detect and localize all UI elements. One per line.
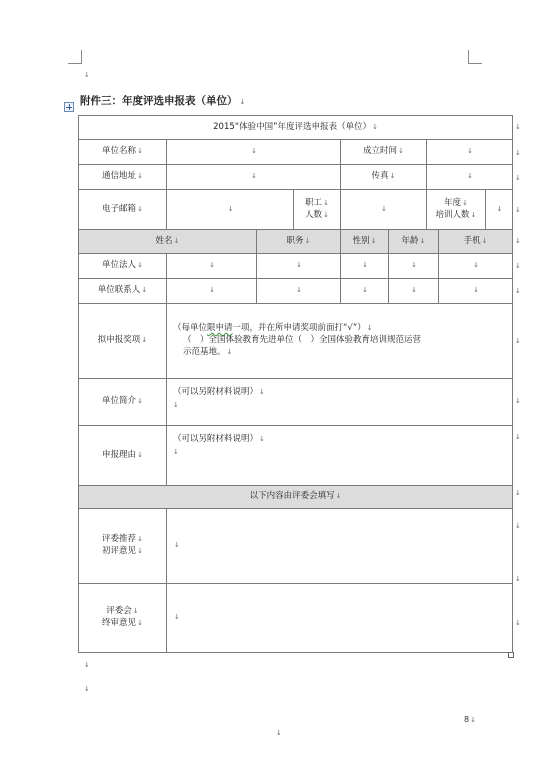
- row-end-mark: ↓: [515, 433, 521, 441]
- final-review-label: 评委会↓ 终审意见↓: [79, 584, 167, 653]
- training-count-field[interactable]: ↓: [486, 190, 513, 230]
- awards-label: 拟申报奖项↓: [79, 304, 167, 379]
- fax-label: 传真↓: [341, 165, 427, 190]
- table-row: [79, 140, 513, 165]
- row-end-mark: ↓: [515, 149, 521, 157]
- row-end-mark: ↓: [515, 522, 521, 530]
- document-heading: 附件三：年度评选申报表（单位） ↓: [80, 95, 246, 107]
- table-row: [79, 165, 513, 190]
- legal-rep-name-field[interactable]: ↓: [167, 254, 257, 279]
- row-end-mark: ↓: [515, 174, 521, 182]
- unit-name-label: 单位名称↓: [79, 140, 167, 165]
- table-row: [79, 426, 513, 486]
- row-end-mark: ↓: [515, 262, 521, 270]
- fax-field[interactable]: ↓: [427, 165, 513, 190]
- committee-header: 以下内容由评委会填写↓: [79, 486, 513, 509]
- page-number: 8↓: [464, 715, 476, 724]
- reason-field[interactable]: （可以另附材料说明）↓ ↓: [167, 426, 513, 486]
- row-end-mark: ↓: [515, 206, 521, 214]
- age-column-header: 年龄↓: [389, 230, 439, 254]
- table-resize-handle-icon[interactable]: [508, 652, 514, 658]
- unit-name-field[interactable]: ↓: [167, 140, 341, 165]
- paragraph-mark: ↓: [84, 661, 90, 669]
- email-label: 电子邮箱↓: [79, 190, 167, 230]
- unit-intro-field[interactable]: （可以另附材料说明）↓ ↓: [167, 379, 513, 426]
- phone-column-header: 手机↓: [439, 230, 513, 254]
- row-end-mark: ↓: [515, 237, 521, 245]
- first-review-field[interactable]: ↓: [167, 509, 513, 584]
- awards-options[interactable]: [167, 304, 513, 379]
- contact-phone-field[interactable]: ↓: [439, 279, 513, 304]
- row-end-mark: ↓: [515, 397, 521, 405]
- awards-note: （每单位限申请一项，并在所申请奖项前面打“√”）↓: [173, 323, 373, 334]
- unit-intro-label: 单位简介↓: [79, 379, 167, 426]
- table-row: [79, 190, 513, 230]
- row-end-mark: ↓: [515, 123, 521, 131]
- contact-gender-field[interactable]: ↓: [341, 279, 389, 304]
- address-label: 通信地址↓: [79, 165, 167, 190]
- contact-age-field[interactable]: ↓: [389, 279, 439, 304]
- table-row: [79, 509, 513, 584]
- name-column-header: 姓名↓: [79, 230, 257, 254]
- email-field[interactable]: ↓: [167, 190, 294, 230]
- table-row: [79, 254, 513, 279]
- application-form-table: [78, 115, 513, 653]
- address-field[interactable]: ↓: [167, 165, 341, 190]
- heading-text: 附件三：年度评选申报表（单位）: [80, 95, 238, 107]
- awards-options-line: 示范基地。↓: [183, 346, 233, 357]
- staff-count-field[interactable]: ↓: [341, 190, 427, 230]
- row-end-mark: ↓: [515, 337, 521, 345]
- contact-position-field[interactable]: ↓: [257, 279, 341, 304]
- page-corner-top-left: [68, 50, 82, 64]
- paragraph-mark: ↓: [276, 729, 282, 737]
- legal-rep-gender-field[interactable]: ↓: [341, 254, 389, 279]
- founded-field[interactable]: ↓: [427, 140, 513, 165]
- committee-header-row: [79, 486, 513, 509]
- gender-column-header: 性别↓: [341, 230, 389, 254]
- table-move-handle-icon[interactable]: [64, 102, 74, 112]
- founded-label: 成立时间↓: [341, 140, 427, 165]
- legal-rep-label: 单位法人↓: [79, 254, 167, 279]
- first-review-label: 评委推荐↓ 初评意见↓: [79, 509, 167, 584]
- table-title-row: [79, 116, 513, 140]
- row-end-mark: ↓: [515, 619, 521, 627]
- row-end-mark: ↓: [515, 287, 521, 295]
- people-header-row: [79, 230, 513, 254]
- table-row: [79, 584, 513, 653]
- reason-label: 申报理由↓: [79, 426, 167, 486]
- staff-count-label: 职工↓ 人数↓: [294, 190, 341, 230]
- training-count-label: 年度↓ 培训人数↓: [427, 190, 486, 230]
- position-column-header: 职务↓: [257, 230, 341, 254]
- row-end-mark: ↓: [515, 489, 521, 497]
- table-row: [79, 304, 513, 379]
- row-end-mark: ↓: [515, 575, 521, 583]
- table-row: [79, 279, 513, 304]
- paragraph-mark: ↓: [84, 71, 90, 79]
- legal-rep-phone-field[interactable]: ↓: [439, 254, 513, 279]
- paragraph-mark: ↓: [84, 685, 90, 693]
- legal-rep-age-field[interactable]: ↓: [389, 254, 439, 279]
- page-corner-top-right: [468, 50, 482, 64]
- awards-options-line: （ ）全国体验教育先进单位（ ）全国体验教育培训规范运营: [183, 335, 422, 346]
- table-row: [79, 379, 513, 426]
- contact-person-label: 单位联系人↓: [79, 279, 167, 304]
- final-review-field[interactable]: ↓: [167, 584, 513, 653]
- table-title: 2015“体验中国”年度评选申报表（单位）↓: [79, 116, 513, 140]
- contact-name-field[interactable]: ↓: [167, 279, 257, 304]
- legal-rep-position-field[interactable]: ↓: [257, 254, 341, 279]
